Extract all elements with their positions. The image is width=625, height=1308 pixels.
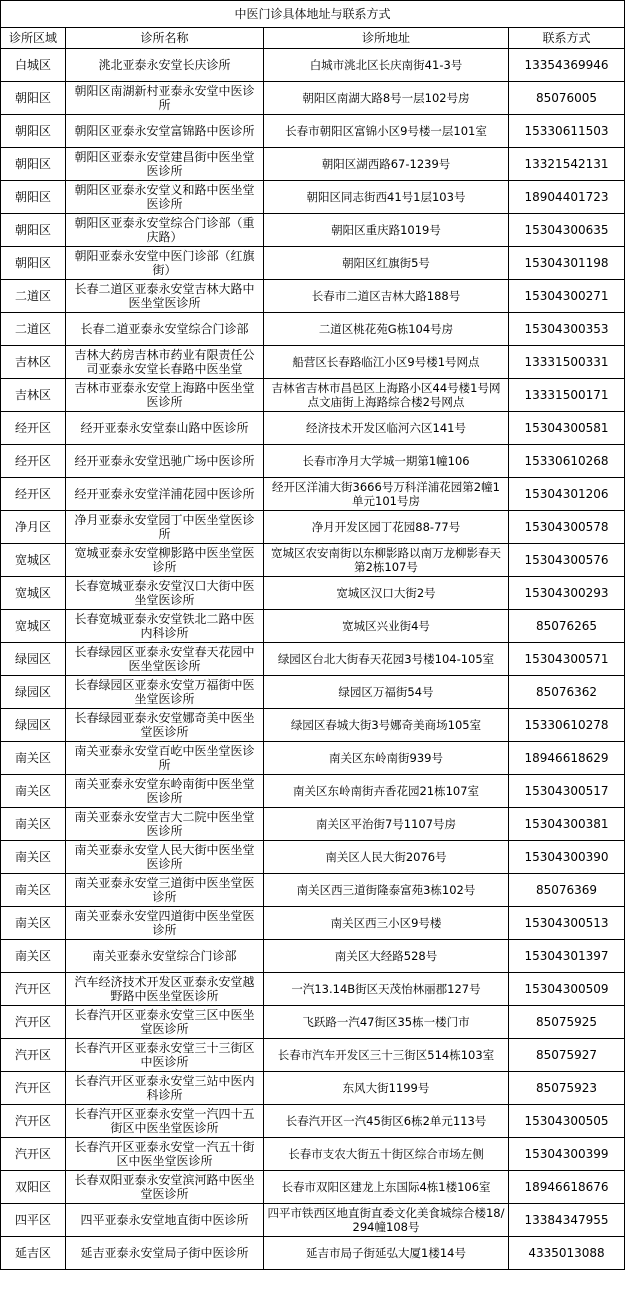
table-row <box>1 643 625 676</box>
cell-clinic-name: 南关亚泰永安堂综合门诊部 <box>66 940 264 973</box>
cell-clinic-address: 东风大街1199号 <box>264 1072 509 1105</box>
cell-contact: 85076362 <box>509 676 625 709</box>
table-row <box>1 1237 625 1270</box>
table-row <box>1 1138 625 1171</box>
cell-clinic-name: 长春绿园亚泰永安堂娜奇美中医坐堂医诊所 <box>66 709 264 742</box>
cell-clinic-name: 朝阳亚泰永安堂中医门诊部（红旗街） <box>66 247 264 280</box>
cell-contact: 15304300505 <box>509 1105 625 1138</box>
cell-clinic-name: 吉林大药房吉林市药业有限责任公司亚泰永安堂长春路中医坐堂 <box>66 346 264 379</box>
cell-clinic-address: 宽城区农安南街以东柳影路以南万龙柳影春天第2栋107号 <box>264 544 509 577</box>
table-row <box>1 544 625 577</box>
cell-region: 朝阳区 <box>1 214 66 247</box>
cell-contact: 15304300293 <box>509 577 625 610</box>
table-row <box>1 676 625 709</box>
header-clinic-address: 诊所地址 <box>264 28 509 49</box>
cell-clinic-address: 绿园区春城大街3号娜奇美商场105室 <box>264 709 509 742</box>
cell-clinic-address: 长春市双阳区建龙上东国际4栋1楼106室 <box>264 1171 509 1204</box>
cell-contact: 15304301397 <box>509 940 625 973</box>
cell-contact: 85076265 <box>509 610 625 643</box>
table-title: 中医门诊具体地址与联系方式 <box>1 1 625 28</box>
cell-contact: 13321542131 <box>509 148 625 181</box>
cell-clinic-name: 南关亚泰永安堂四道街中医坐堂医诊所 <box>66 907 264 940</box>
cell-clinic-address: 朝阳区重庆路1019号 <box>264 214 509 247</box>
header-row <box>1 28 625 49</box>
cell-clinic-address: 经开区洋浦大街3666号万科洋浦花园第2幢1单元101号房 <box>264 478 509 511</box>
table-row <box>1 1072 625 1105</box>
table-row <box>1 379 625 412</box>
cell-clinic-address: 南关区人民大街2076号 <box>264 841 509 874</box>
cell-contact: 18946618629 <box>509 742 625 775</box>
cell-clinic-name: 南关亚泰永安堂人民大街中医坐堂医诊所 <box>66 841 264 874</box>
cell-region: 宽城区 <box>1 577 66 610</box>
cell-clinic-name: 洮北亚泰永安堂长庆诊所 <box>66 49 264 82</box>
cell-clinic-address: 净月开发区园丁花园88-77号 <box>264 511 509 544</box>
cell-contact: 15304300578 <box>509 511 625 544</box>
cell-clinic-address: 船营区长春路临江小区9号楼1号网点 <box>264 346 509 379</box>
cell-region: 白城区 <box>1 49 66 82</box>
cell-contact: 15304300390 <box>509 841 625 874</box>
cell-region: 汽开区 <box>1 973 66 1006</box>
cell-contact: 15304300271 <box>509 280 625 313</box>
cell-clinic-name: 长春宽城亚泰永安堂汉口大街中医坐堂医诊所 <box>66 577 264 610</box>
cell-region: 汽开区 <box>1 1006 66 1039</box>
table-row <box>1 1171 625 1204</box>
cell-region: 二道区 <box>1 280 66 313</box>
cell-clinic-address: 南关区东岭南街939号 <box>264 742 509 775</box>
cell-region: 南关区 <box>1 742 66 775</box>
cell-contact: 4335013088 <box>509 1237 625 1270</box>
cell-region: 二道区 <box>1 313 66 346</box>
cell-clinic-address: 绿园区万福街54号 <box>264 676 509 709</box>
table-row <box>1 478 625 511</box>
cell-region: 吉林区 <box>1 346 66 379</box>
table-row <box>1 577 625 610</box>
cell-contact: 15304300581 <box>509 412 625 445</box>
cell-contact: 85076369 <box>509 874 625 907</box>
cell-clinic-name: 延吉亚泰永安堂局子街中医诊所 <box>66 1237 264 1270</box>
cell-contact: 85075927 <box>509 1039 625 1072</box>
cell-region: 经开区 <box>1 478 66 511</box>
table-row <box>1 82 625 115</box>
cell-clinic-address: 长春市二道区吉林大路188号 <box>264 280 509 313</box>
cell-clinic-address: 朝阳区南湖大路8号一层102号房 <box>264 82 509 115</box>
cell-contact: 15304300576 <box>509 544 625 577</box>
cell-region: 吉林区 <box>1 379 66 412</box>
cell-contact: 15330610278 <box>509 709 625 742</box>
cell-region: 南关区 <box>1 775 66 808</box>
cell-region: 经开区 <box>1 445 66 478</box>
cell-region: 朝阳区 <box>1 181 66 214</box>
table-row <box>1 1039 625 1072</box>
table-row <box>1 247 625 280</box>
table-row <box>1 214 625 247</box>
cell-region: 延吉区 <box>1 1237 66 1270</box>
cell-clinic-address: 朝阳区湖西路67-1239号 <box>264 148 509 181</box>
cell-clinic-name: 吉林市亚泰永安堂上海路中医坐堂医诊所 <box>66 379 264 412</box>
cell-clinic-address: 朝阳区同志街西41号1层103号 <box>264 181 509 214</box>
table-row <box>1 148 625 181</box>
cell-contact: 15304301206 <box>509 478 625 511</box>
cell-clinic-name: 南关亚泰永安堂三道街中医坐堂医诊所 <box>66 874 264 907</box>
table-row <box>1 115 625 148</box>
cell-region: 南关区 <box>1 940 66 973</box>
header-clinic-name: 诊所名称 <box>66 28 264 49</box>
table-row <box>1 313 625 346</box>
cell-clinic-name: 长春汽开区亚泰永安堂三站中医内科诊所 <box>66 1072 264 1105</box>
table-row <box>1 709 625 742</box>
cell-clinic-address: 南关区平治街7号1107号房 <box>264 808 509 841</box>
cell-clinic-address: 南关区东岭南街卉香花园21栋107室 <box>264 775 509 808</box>
table-row <box>1 280 625 313</box>
table-row <box>1 1204 625 1237</box>
cell-contact: 15304300509 <box>509 973 625 1006</box>
table-row <box>1 907 625 940</box>
cell-region: 朝阳区 <box>1 115 66 148</box>
table-row <box>1 742 625 775</box>
cell-clinic-name: 经开亚泰永安堂迅驰广场中医诊所 <box>66 445 264 478</box>
cell-clinic-name: 长春汽开区亚泰永安堂三十三街区中医诊所 <box>66 1039 264 1072</box>
cell-contact: 15304300517 <box>509 775 625 808</box>
cell-region: 净月区 <box>1 511 66 544</box>
cell-clinic-address: 南关区大经路528号 <box>264 940 509 973</box>
cell-clinic-name: 朝阳区亚泰永安堂义和路中医坐堂医诊所 <box>66 181 264 214</box>
cell-clinic-name: 长春宽城亚泰永安堂铁北二路中医内科诊所 <box>66 610 264 643</box>
table-row <box>1 1006 625 1039</box>
table-row <box>1 841 625 874</box>
header-region: 诊所区域 <box>1 28 66 49</box>
cell-clinic-name: 长春汽开区亚泰永安堂一汽五十街区中医坐堂医诊所 <box>66 1138 264 1171</box>
cell-region: 汽开区 <box>1 1039 66 1072</box>
cell-clinic-address: 朝阳区红旗街5号 <box>264 247 509 280</box>
table-row <box>1 346 625 379</box>
cell-clinic-name: 汽车经济技术开发区亚泰永安堂越野路中医坐堂医诊所 <box>66 973 264 1006</box>
cell-clinic-name: 宽城亚泰永安堂柳影路中医坐堂医诊所 <box>66 544 264 577</box>
cell-contact: 15304300571 <box>509 643 625 676</box>
cell-clinic-name: 朝阳区南湖新村亚泰永安堂中医诊所 <box>66 82 264 115</box>
cell-region: 朝阳区 <box>1 247 66 280</box>
cell-clinic-name: 净月亚泰永安堂园丁中医坐堂医诊所 <box>66 511 264 544</box>
table-row <box>1 181 625 214</box>
cell-region: 汽开区 <box>1 1105 66 1138</box>
cell-clinic-address: 长春市净月大学城一期第1幢106 <box>264 445 509 478</box>
table-row <box>1 445 625 478</box>
cell-clinic-address: 长春市朝阳区富锦小区9号楼一层101室 <box>264 115 509 148</box>
cell-clinic-name: 长春汽开区亚泰永安堂一汽四十五街区中医坐堂医诊所 <box>66 1105 264 1138</box>
cell-clinic-name: 经开亚泰永安堂泰山路中医诊所 <box>66 412 264 445</box>
cell-clinic-name: 南关亚泰永安堂东岭南街中医坐堂医诊所 <box>66 775 264 808</box>
table-row <box>1 775 625 808</box>
cell-clinic-address: 南关区西三道街隆泰富苑3栋102号 <box>264 874 509 907</box>
header-contact: 联系方式 <box>509 28 625 49</box>
cell-region: 绿园区 <box>1 643 66 676</box>
cell-contact: 13331500331 <box>509 346 625 379</box>
cell-contact: 15330611503 <box>509 115 625 148</box>
table-row <box>1 940 625 973</box>
cell-region: 经开区 <box>1 412 66 445</box>
cell-clinic-name: 南关亚泰永安堂吉大二院中医坐堂医诊所 <box>66 808 264 841</box>
cell-clinic-name: 朝阳区亚泰永安堂建昌街中医坐堂医诊所 <box>66 148 264 181</box>
cell-clinic-name: 长春汽开区亚泰永安堂三区中医坐堂医诊所 <box>66 1006 264 1039</box>
table-row <box>1 49 625 82</box>
cell-clinic-address: 宽城区汉口大街2号 <box>264 577 509 610</box>
cell-clinic-address: 二道区桃花苑G栋104号房 <box>264 313 509 346</box>
table-row <box>1 412 625 445</box>
cell-clinic-name: 长春二道亚泰永安堂综合门诊部 <box>66 313 264 346</box>
cell-region: 朝阳区 <box>1 82 66 115</box>
cell-region: 宽城区 <box>1 544 66 577</box>
cell-contact: 85075923 <box>509 1072 625 1105</box>
cell-clinic-address: 南关区西三小区9号楼 <box>264 907 509 940</box>
cell-contact: 13331500171 <box>509 379 625 412</box>
table-row <box>1 1105 625 1138</box>
cell-clinic-name: 朝阳区亚泰永安堂富锦路中医诊所 <box>66 115 264 148</box>
cell-clinic-address: 长春市汽车开发区三十三街区514栋103室 <box>264 1039 509 1072</box>
table-row <box>1 511 625 544</box>
cell-contact: 15304300513 <box>509 907 625 940</box>
cell-contact: 15304301198 <box>509 247 625 280</box>
cell-region: 南关区 <box>1 874 66 907</box>
cell-contact: 15304300635 <box>509 214 625 247</box>
cell-region: 南关区 <box>1 841 66 874</box>
cell-region: 绿园区 <box>1 709 66 742</box>
cell-clinic-name: 长春双阳亚泰永安堂滨河路中医坐堂医诊所 <box>66 1171 264 1204</box>
cell-clinic-address: 宽城区兴业街4号 <box>264 610 509 643</box>
table-title-row <box>1 1 625 28</box>
cell-region: 汽开区 <box>1 1072 66 1105</box>
cell-clinic-address: 长春市支农大街五十街区综合市场左侧 <box>264 1138 509 1171</box>
cell-clinic-name: 经开亚泰永安堂洋浦花园中医诊所 <box>66 478 264 511</box>
cell-contact: 13354369946 <box>509 49 625 82</box>
cell-clinic-address: 一汽13.14B街区天茂怡林丽郡127号 <box>264 973 509 1006</box>
cell-contact: 15304300353 <box>509 313 625 346</box>
cell-contact: 15330610268 <box>509 445 625 478</box>
cell-clinic-address: 延吉市局子街延弘大厦1楼14号 <box>264 1237 509 1270</box>
cell-clinic-name: 长春二道区亚泰永安堂吉林大路中医坐堂医诊所 <box>66 280 264 313</box>
cell-clinic-name: 长春绿园区亚泰永安堂春天花园中医坐堂医诊所 <box>66 643 264 676</box>
cell-clinic-address: 飞跃路一汽47街区35栋一楼门市 <box>264 1006 509 1039</box>
cell-clinic-address: 长春汽开区一汽45街区6栋2单元113号 <box>264 1105 509 1138</box>
cell-region: 绿园区 <box>1 676 66 709</box>
cell-clinic-name: 四平亚泰永安堂地直街中医诊所 <box>66 1204 264 1237</box>
cell-contact: 18946618676 <box>509 1171 625 1204</box>
cell-contact: 18904401723 <box>509 181 625 214</box>
table-row <box>1 610 625 643</box>
cell-contact: 15304300399 <box>509 1138 625 1171</box>
table-row <box>1 808 625 841</box>
cell-region: 双阳区 <box>1 1171 66 1204</box>
cell-clinic-address: 吉林省吉林市昌邑区上海路小区44号楼1号网点文庙街上海路综合楼2号网点 <box>264 379 509 412</box>
cell-clinic-address: 绿园区台北大街春天花园3号楼104-105室 <box>264 643 509 676</box>
cell-region: 南关区 <box>1 907 66 940</box>
cell-contact: 85075925 <box>509 1006 625 1039</box>
table-row <box>1 874 625 907</box>
cell-clinic-name: 朝阳区亚泰永安堂综合门诊部（重庆路） <box>66 214 264 247</box>
cell-region: 南关区 <box>1 808 66 841</box>
cell-region: 四平区 <box>1 1204 66 1237</box>
cell-clinic-address: 四平市铁西区地直街直委文化美食城综合楼18/294幢108号 <box>264 1204 509 1237</box>
cell-region: 汽开区 <box>1 1138 66 1171</box>
cell-contact: 15304300381 <box>509 808 625 841</box>
cell-clinic-name: 长春绿园区亚泰永安堂万福街中医坐堂医诊所 <box>66 676 264 709</box>
cell-clinic-address: 经济技术开发区临河六区141号 <box>264 412 509 445</box>
cell-contact: 13384347955 <box>509 1204 625 1237</box>
cell-region: 朝阳区 <box>1 148 66 181</box>
cell-clinic-name: 南关亚泰永安堂百屹中医坐堂医诊所 <box>66 742 264 775</box>
table-row <box>1 973 625 1006</box>
cell-region: 宽城区 <box>1 610 66 643</box>
cell-clinic-address: 白城市洮北区长庆南街41-3号 <box>264 49 509 82</box>
cell-contact: 85076005 <box>509 82 625 115</box>
